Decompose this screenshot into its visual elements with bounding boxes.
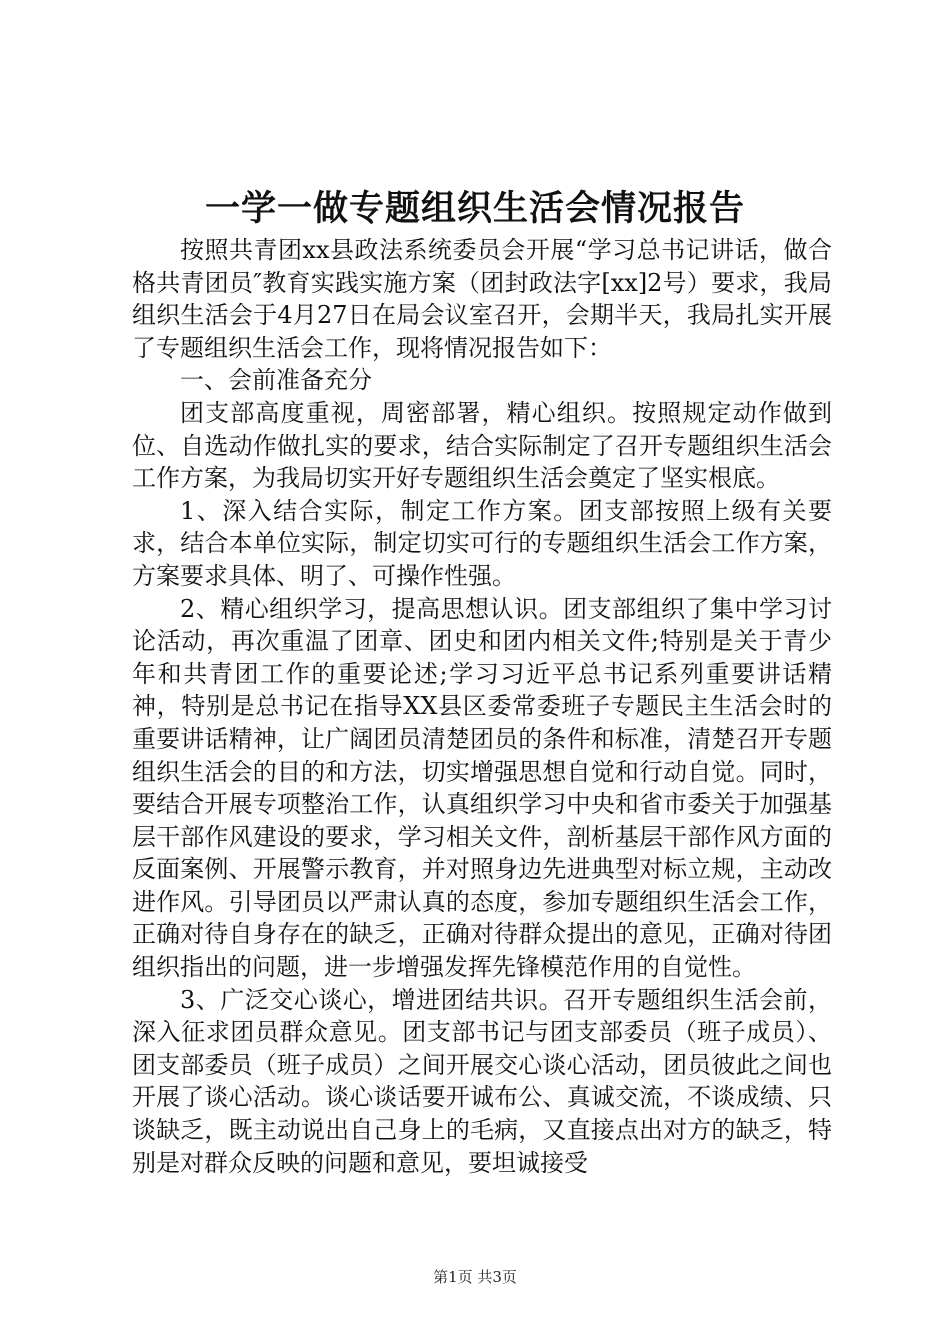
item-1-paragraph: 1、深入结合实际，制定工作方案。团支部按照上级有关要求，结合本单位实际，制定切实可行的专题组织生活会工作方案，方案要求具体、明了、可操作性强。 [132,496,832,590]
item-3-paragraph: 3、广泛交心谈心，增进团结共识。召开专题组织生活会前，深入征求团员群众意见。团支部书记与团支部委员（班子成员）、团支部委员（班子成员）之间开展交心谈心活动，团员彼此之间也开展了谈心活动。谈心谈话要开诚布公、真诚交流，不谈成绩、只谈缺乏，既主动说出自己身上的毛病，又直接点出对方的缺乏，特别是对群众反映的问题和意见，要坦诚接受 [132,985,832,1177]
section-heading-preparation: 一、会前准备充分 [180,366,372,395]
document-title: 一学一做专题组织生活会情况报告 [204,188,745,229]
item-2-paragraph: 2、精心组织学习，提高思想认识。团支部组织了集中学习讨论活动，再次重温了团章、团史和团内相关文件;特别是关于青少年和共青团工作的重要论述;学习习近平总书记系列重要讲话精神，特别是总书记在指导XX县区委常委班子专题民主生活会时的重要讲话精神，让广阔团员清楚团员的条件和标准，清楚召开专题组织生活会的目的和方法，切实增强思想自觉和行动自觉。同时，要结合开展专项整治工作，认真组织学习中央和省市委关于加强基层干部作风建设的要求，学习相关文件，剖析基层干部作风方面的反面案例、开展警示教育，并对照身边先进典型对标立规，主动改进作风。引导团员以严肃认真的态度，参加专题组织生活会工作，正确对待自身存在的缺乏，正确对待群众提出的意见，正确对待团组织指出的问题，进一步增强发挥先锋模范作用的自觉性。 [132,594,832,982]
intro-paragraph: 按照共青团xx县政法系统委员会开展“学习总书记讲话，做合格共青团员″教育实践实施方案（团封政法字[xx]2号）要求，我局组织生活会于4月27日在局会议室召开，会期半天，我局扎实开展了专题组织生活会工作，现将情况报告如下： [132,236,832,362]
document-body [132,234,832,1179]
page-footer: 第1页 共3页 [433,1268,517,1286]
preparation-paragraph: 团支部高度重视，周密部署，精心组织。按照规定动作做到位、自选动作做扎实的要求，结合实际制定了召开专题组织生活会工作方案，为我局切实开好专题组织生活会奠定了坚实根底。 [132,398,832,493]
